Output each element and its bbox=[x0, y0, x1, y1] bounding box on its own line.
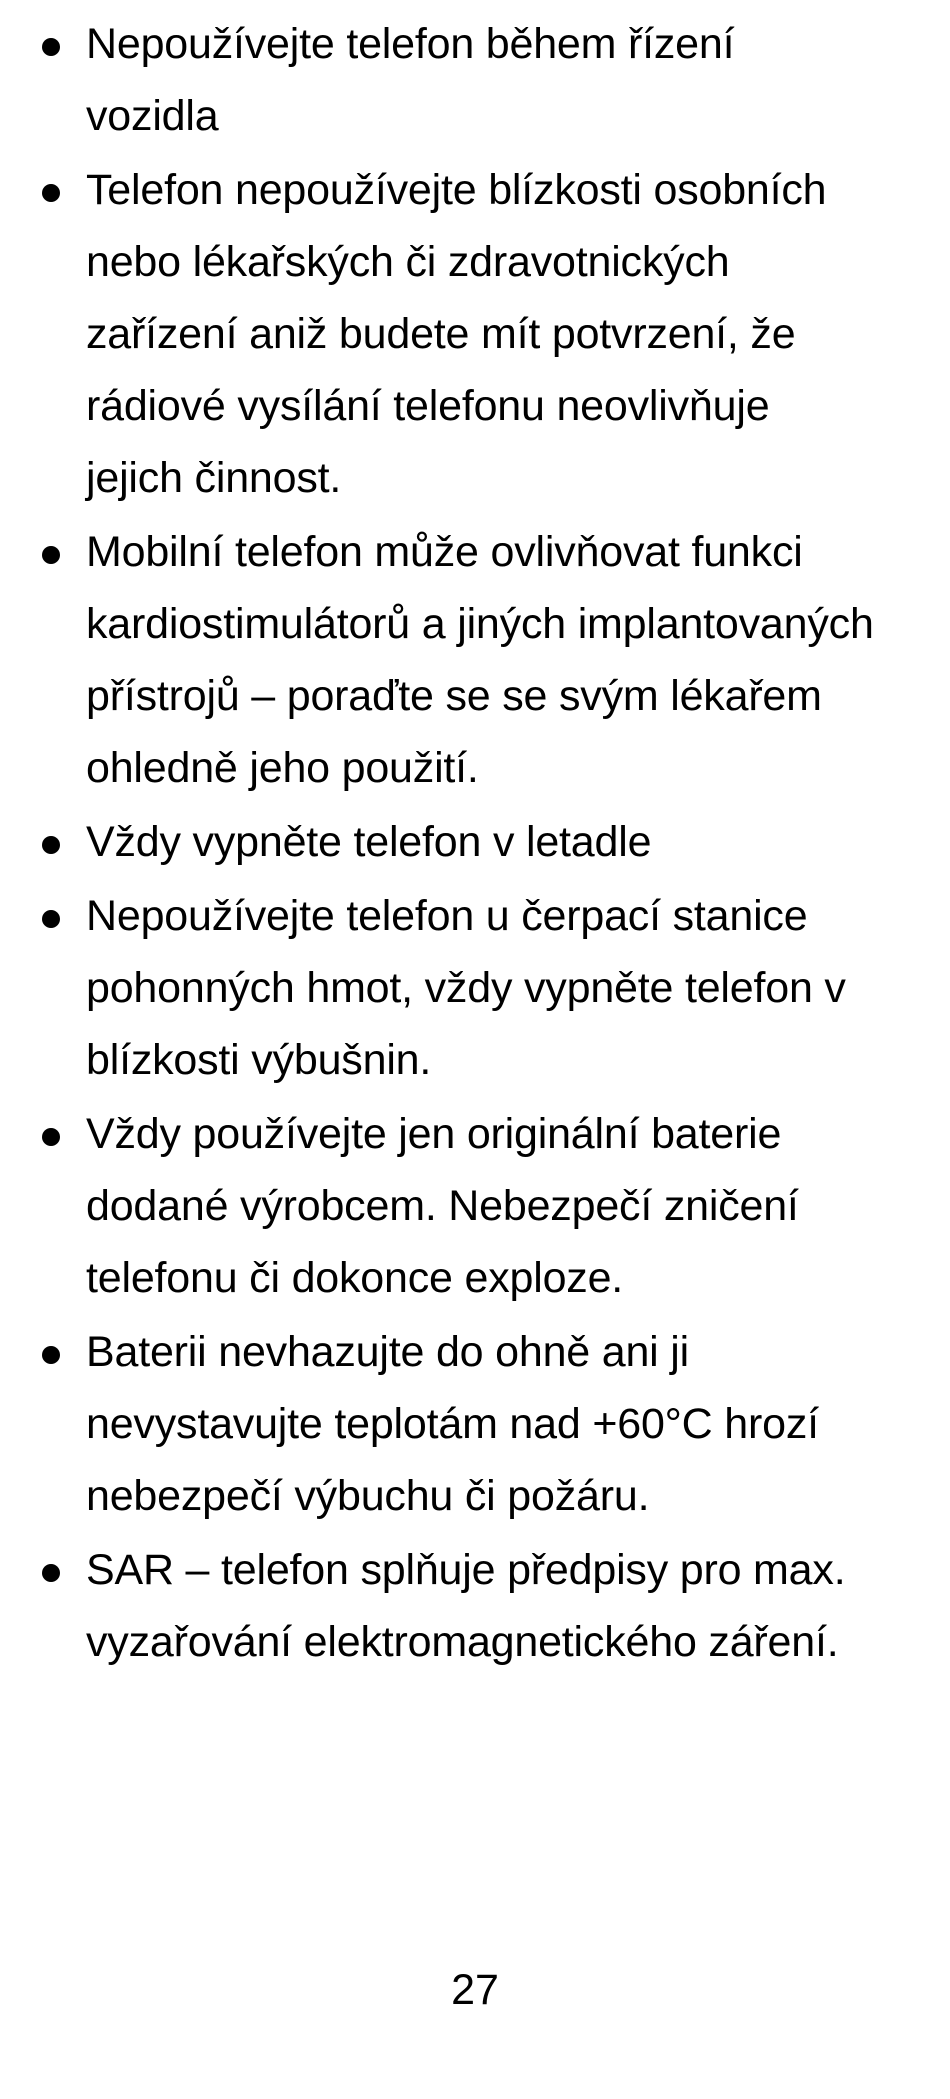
bullet-icon bbox=[0, 1316, 86, 1388]
list-item-text: Vždy vypněte telefon v letadle bbox=[86, 818, 652, 866]
page-number: 27 bbox=[451, 1966, 499, 2014]
list-item-text: Nepoužívejte telefon u čerpací stanice pohonných hmot, vždy vypněte telefon v blízkosti výbušnin. bbox=[86, 892, 846, 1084]
list-item-text: Vždy používejte jen originální baterie dodané výrobcem. Nebezpečí zničení telefonu či dokonce exploze. bbox=[86, 1110, 799, 1302]
list-item-text: Telefon nepoužívejte blízkosti osobních nebo lékařských či zdravotnických zařízení aniž budete mít potvrzení, že rádiové vysílání telefonu neovlivňuje jejich činnost. bbox=[86, 166, 827, 502]
list-item bbox=[0, 806, 950, 878]
list-item bbox=[0, 1316, 950, 1532]
list-item bbox=[0, 154, 950, 514]
list-item bbox=[0, 1534, 950, 1678]
bullet-icon bbox=[0, 806, 86, 878]
bullet-icon bbox=[0, 516, 86, 588]
safety-instructions-list bbox=[0, 8, 950, 1680]
list-item-text: SAR – telefon splňuje předpisy pro max. vyzařování elektromagnetického záření. bbox=[86, 1546, 846, 1666]
list-item bbox=[0, 880, 950, 1096]
bullet-icon bbox=[0, 1534, 86, 1606]
list-item bbox=[0, 8, 950, 152]
list-item-text: Baterii nevhazujte do ohně ani ji nevystavujte teplotám nad +60°C hrozí nebezpečí výbuchu či požáru. bbox=[86, 1328, 819, 1520]
bullet-icon bbox=[0, 8, 86, 80]
list-item-text: Mobilní telefon může ovlivňovat funkci kardiostimulátorů a jiných implantovaných přístrojů – poraďte se se svým lékařem ohledně jeho použití. bbox=[86, 528, 874, 792]
bullet-icon bbox=[0, 880, 86, 952]
bullet-icon bbox=[0, 154, 86, 226]
list-item bbox=[0, 1098, 950, 1314]
bullet-icon bbox=[0, 1098, 86, 1170]
list-item bbox=[0, 516, 950, 804]
list-item-text: Nepoužívejte telefon během řízení vozidla bbox=[86, 20, 735, 140]
